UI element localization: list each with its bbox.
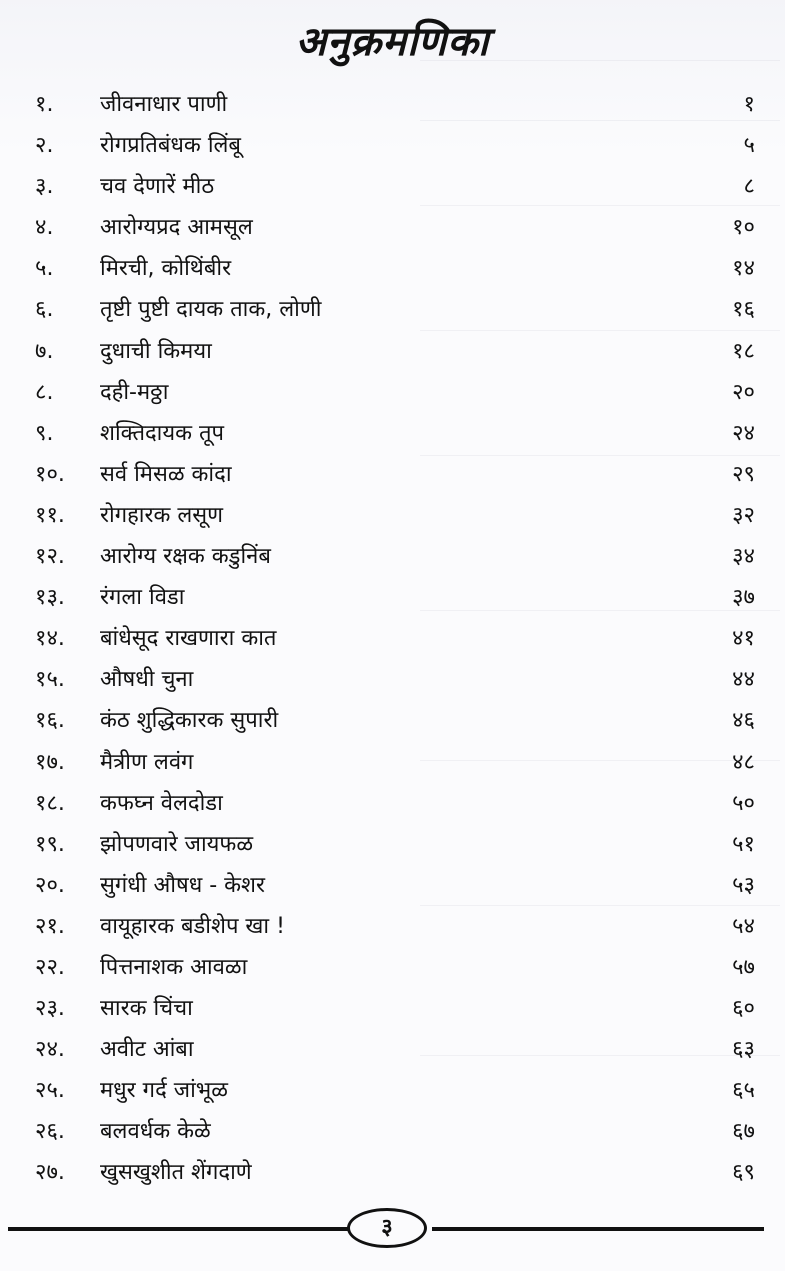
toc-entry-page: २४ — [732, 420, 755, 446]
toc-entry-title: दही-मठ्ठा — [100, 379, 169, 405]
toc-entry-title: बांधेसूद राखणारा कात — [100, 626, 277, 652]
toc-entry-title: मधुर गर्द जांभूळ — [100, 1078, 228, 1104]
toc-entry-page: ४६ — [732, 708, 755, 734]
toc-entry — [0, 988, 785, 1029]
toc-entry-title: चव देणारें मीठ — [100, 174, 215, 200]
toc-entry-title: अवीट आंबा — [100, 1037, 194, 1063]
toc-entry-title: झोपणवारे जायफळ — [100, 831, 254, 857]
toc-entry-title: मिरची, कोथिंबीर — [100, 256, 232, 282]
toc-entry-number: २६. — [35, 1119, 65, 1145]
toc-entry — [0, 1152, 785, 1193]
toc-entry-number: १६. — [35, 708, 65, 734]
toc-entry-title: कंठ शुद्धिकारक सुपारी — [100, 708, 279, 734]
toc-entry-title: रोगहारक लसूण — [100, 502, 224, 528]
toc-entry — [0, 700, 785, 741]
toc-entry — [0, 413, 785, 454]
toc-entry — [0, 947, 785, 988]
toc-entry-title: खुसखुशीत शेंगदाणे — [100, 1160, 252, 1186]
toc-entry-page: १४ — [732, 256, 755, 282]
toc-entry-title: औषधी चुना — [100, 667, 194, 693]
toc-entry-title: जीवनाधार पाणी — [100, 92, 228, 117]
toc-entry-page: ६० — [732, 996, 755, 1022]
toc-entry — [0, 1111, 785, 1152]
toc-entry-number: २३. — [35, 996, 65, 1022]
toc-entry-number: १३. — [35, 585, 65, 611]
toc-entry-page: १६ — [732, 297, 755, 323]
toc-entry-title: दुधाची किमया — [100, 338, 212, 364]
toc-entry — [0, 659, 785, 700]
toc-entry — [0, 1070, 785, 1111]
toc-entry-page: १ — [743, 92, 755, 117]
toc-entry — [0, 84, 785, 125]
toc-entry-number: १०. — [35, 461, 65, 487]
toc-entry-page: २० — [732, 379, 755, 405]
toc-entry-number: ८. — [35, 379, 54, 405]
toc-entry-title: रोगप्रतिबंधक लिंबू — [100, 133, 241, 159]
toc-entry — [0, 454, 785, 495]
toc-entry-page: ६५ — [732, 1078, 755, 1104]
toc-entry-title: तृष्टी पुष्टी दायक ताक, लोणी — [100, 297, 322, 323]
toc-entry-number: १८. — [35, 790, 65, 816]
toc-entry-title: पित्तनाशक आवळा — [100, 954, 248, 980]
toc-entry-page: ६९ — [732, 1160, 755, 1186]
toc-entry-page: १० — [732, 215, 755, 241]
toc-entry — [0, 577, 785, 618]
toc-entry-number: २०. — [35, 872, 65, 898]
toc-entry-page: ३७ — [732, 585, 755, 611]
page-title: अनुक्रमणिका — [295, 19, 490, 65]
toc-entry-title: मैत्रीण लवंग — [100, 749, 194, 775]
toc-entry-title: शक्तिदायक तूप — [100, 420, 225, 446]
toc-entry-page: ५७ — [732, 954, 755, 980]
toc-entry-page: ५१ — [732, 831, 755, 857]
toc-entry-page: ५० — [732, 790, 755, 816]
toc-entry-page: २९ — [732, 461, 755, 487]
toc-entry-page: ४१ — [732, 626, 755, 652]
toc-entry-title: वायूहारक बडीशेप खा ! — [100, 913, 285, 939]
toc-entry-page: ४४ — [732, 667, 755, 693]
toc-entry-title: सुगंधी औषध - केशर — [100, 872, 266, 898]
toc-entry-page: ६३ — [732, 1037, 755, 1063]
toc-entry — [0, 783, 785, 824]
toc-entry — [0, 166, 785, 207]
toc-entry — [0, 742, 785, 783]
toc-entry-number: २. — [35, 133, 54, 159]
toc-entry — [0, 331, 785, 372]
toc-entry-page: ५३ — [732, 872, 755, 898]
toc-entry-page: ५ — [743, 133, 755, 159]
toc-entry-number: १९. — [35, 831, 65, 857]
toc-entry — [0, 906, 785, 947]
toc-entry — [0, 495, 785, 536]
toc-entry-number: २७. — [35, 1160, 65, 1186]
toc-entry-number: २१. — [35, 913, 65, 939]
toc-entry-number: १७. — [35, 749, 65, 775]
toc-entry-page: ३४ — [732, 544, 755, 570]
toc-entry-number: २२. — [35, 954, 65, 980]
toc-entry-number: २५. — [35, 1078, 65, 1104]
toc-entry-page: १८ — [732, 338, 755, 364]
toc-entry-title: आरोग्यप्रद आमसूल — [100, 215, 253, 241]
toc-entry — [0, 865, 785, 906]
toc-entry-number: ११. — [35, 502, 65, 528]
toc-entry — [0, 372, 785, 413]
toc-entry — [0, 1029, 785, 1070]
toc-entry-title: कफघ्न वेलदोडा — [100, 790, 223, 816]
toc-entry-number: ६. — [35, 297, 54, 323]
toc-entry-number: ३. — [35, 174, 54, 200]
toc-entry-number: १४. — [35, 626, 65, 652]
toc-entry-number: २४. — [35, 1037, 65, 1063]
footer-rule-left — [8, 1227, 353, 1231]
toc-entry — [0, 248, 785, 289]
toc-entry-page: ५४ — [732, 913, 755, 939]
toc-entry-title: सारक चिंचा — [100, 996, 193, 1022]
toc-entry-page: ६७ — [732, 1119, 755, 1145]
toc-entry-title: रंगला विडा — [100, 585, 185, 611]
footer-page-number: ३ — [347, 1208, 427, 1248]
toc-entry-title: सर्व मिसळ कांदा — [100, 461, 232, 487]
toc-entry-number: ७. — [35, 338, 54, 364]
toc-entry-page: ३२ — [732, 502, 755, 528]
toc-entry-number: ९. — [35, 420, 54, 446]
toc-entry — [0, 618, 785, 659]
toc-entry-number: १. — [35, 92, 54, 117]
toc-entry — [0, 289, 785, 330]
toc-entry-title: बलवर्धक केळे — [100, 1119, 211, 1145]
toc-entry-page: ८ — [743, 174, 755, 200]
toc-entry-title: आरोग्य रक्षक कडुनिंब — [100, 544, 271, 570]
toc-entry-number: १२. — [35, 544, 65, 570]
toc-entry — [0, 207, 785, 248]
toc-entry-number: ४. — [35, 215, 54, 241]
toc-entry-number: १५. — [35, 667, 65, 693]
table-of-contents — [0, 84, 785, 1194]
toc-entry — [0, 536, 785, 577]
toc-entry-page: ४८ — [732, 749, 755, 775]
toc-entry — [0, 824, 785, 865]
toc-entry-number: ५. — [35, 256, 54, 282]
toc-entry — [0, 125, 785, 166]
footer-rule-right — [432, 1227, 764, 1231]
